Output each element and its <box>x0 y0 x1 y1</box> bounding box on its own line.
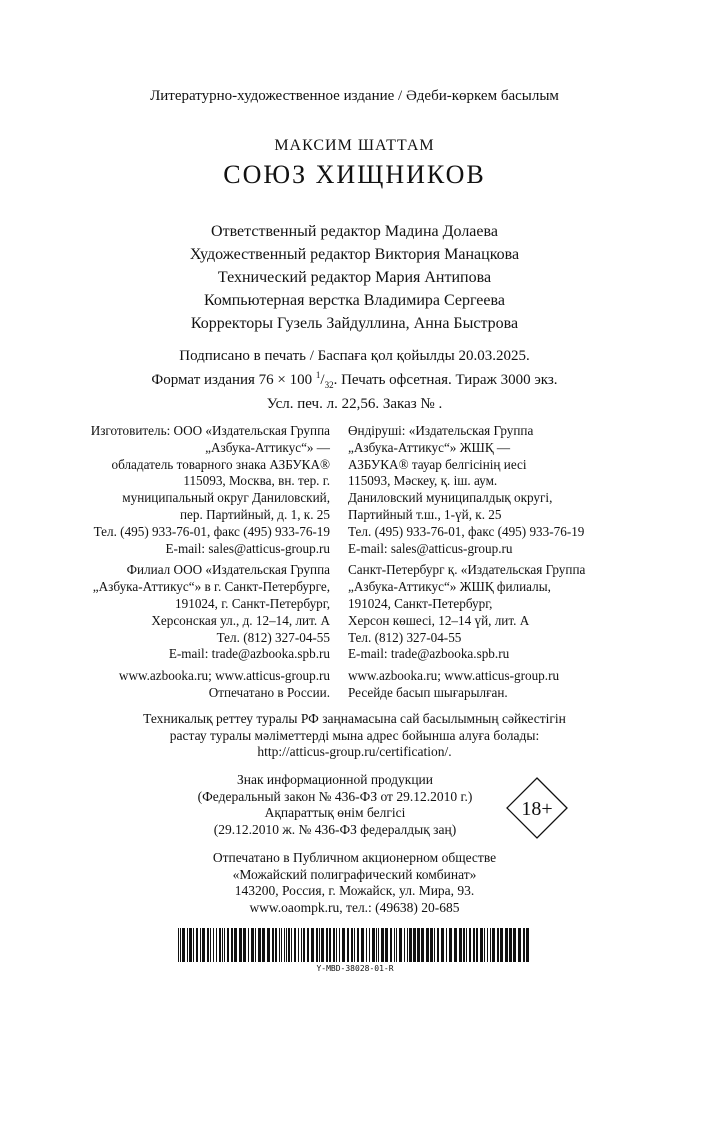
barcode-bar <box>284 928 285 962</box>
barcode-icon <box>177 928 533 962</box>
printer-line: Отпечатано в Публичном акционерном обществе <box>212 850 497 865</box>
barcode-bar <box>202 928 205 962</box>
barcode-bar <box>454 928 457 962</box>
info-sign-line: (Федеральный закон № 436-ФЗ от 29.12.2010 г.) <box>197 788 473 804</box>
barcode-bar <box>347 928 349 962</box>
barcode-bar <box>207 928 209 962</box>
barcode-bar <box>390 928 392 962</box>
manufacturer-ru-line: „Азбука-Аттикус“» — <box>205 439 330 455</box>
barcode-bar <box>404 928 405 962</box>
barcode-bar <box>279 928 280 962</box>
manufacturer-kz-line: „Азбука-Аттикус“» ЖШҚ — <box>348 439 511 455</box>
author-name: МАКСИМ ШАТТАМ <box>274 137 435 154</box>
websites-kz: www.azbooka.ru; www.atticus-group.ru <box>348 668 560 684</box>
barcode-bar <box>248 928 249 962</box>
barcode-bar <box>430 928 433 962</box>
barcode-bar <box>426 928 429 962</box>
barcode-bar <box>407 928 408 962</box>
manufacturer-kz-line: АЗБУКА® тауар белгісінің иесі <box>348 456 527 472</box>
manufacturer-ru-line: пер. Партийный, д. 1, к. 25 <box>179 506 330 522</box>
barcode-bar <box>178 928 179 962</box>
barcode-bar <box>288 928 290 962</box>
barcode-bar <box>476 928 478 962</box>
manufacturer-ru <box>91 423 330 702</box>
branch-kz-line: Санкт-Петербург қ. «Издательская Группа <box>348 562 586 578</box>
manufacturer-kz-line: Тел. (495) 933-76-01, факс (495) 933-76-19 <box>348 523 585 539</box>
manufacturer-ru-line: Изготовитель: ООО «Издательская Группа <box>90 423 330 438</box>
barcode-bar <box>409 928 412 962</box>
printer-line: «Можайский полиграфический комбинат» <box>232 866 477 882</box>
credit-line: Технический редактор Мария Антипова <box>217 269 492 286</box>
barcode-bar <box>351 928 353 962</box>
book-title: СОЮЗ ХИЩНИКОВ <box>223 160 486 189</box>
barcode-bar <box>396 928 397 962</box>
barcode-bar <box>339 928 340 962</box>
barcode-bar <box>213 928 214 962</box>
barcode-bar <box>394 928 395 962</box>
barcode-bar <box>239 928 242 962</box>
branch-kz-line: 191024, Санкт-Петербург, <box>348 595 493 611</box>
barcode-bar <box>523 928 525 962</box>
manufacturer-kz <box>348 423 585 702</box>
barcode-bar <box>459 928 462 962</box>
barcode-bar <box>378 928 379 962</box>
format-suffix: . Печать офсетная. Тираж 3000 экз. <box>333 372 558 388</box>
barcode-bar <box>466 928 467 962</box>
printed-in-kz: Ресейде басып шығарылған. <box>348 684 508 700</box>
tech-regulation-note <box>0 711 709 761</box>
branch-kz-line: Тел. (812) 327-04-55 <box>348 629 462 645</box>
barcode-bar <box>342 928 345 962</box>
barcode-bar <box>182 928 185 962</box>
barcode-bar <box>336 928 337 962</box>
info-sign-line: (29.12.2010 ж. № 436-ФЗ федералдық заң) <box>213 821 457 837</box>
printer-info <box>0 850 709 916</box>
barcode-bar <box>381 928 384 962</box>
barcode-bar <box>526 928 529 962</box>
printer-contacts: www.oaompk.ru, тел.: (49638) 20-685 <box>249 899 460 915</box>
barcode-bar <box>319 928 320 962</box>
websites-ru: www.azbooka.ru; www.atticus-group.ru <box>118 668 330 684</box>
signed-date: Подписано в печать / Баспаға қол қойылды 20.03.2025. <box>179 348 530 364</box>
barcode-bar <box>413 928 416 962</box>
tech-regulation-line: Техникалық реттеу туралы РФ заңнамасына сай басылымның сәйкестігін <box>143 711 566 726</box>
manufacturer-kz-line: Партийный т.ш., 1-үй, к. 25 <box>348 506 502 522</box>
barcode-bar <box>417 928 420 962</box>
barcode-bar <box>492 928 495 962</box>
barcode-bar <box>326 928 328 962</box>
format-line <box>0 366 709 395</box>
manufacturer-ru-line: муниципальный округ Даниловский, <box>122 490 330 506</box>
manufacturer-kz-line: Өндіруші: «Издательская Группа <box>348 423 534 438</box>
barcode-bar <box>487 928 488 962</box>
manufacturer-ru-email: E-mail: sales@atticus-group.ru <box>165 540 330 556</box>
barcode-bar <box>200 928 201 962</box>
barcode-bar <box>316 928 318 962</box>
branch-kz-line: „Азбука-Аттикус“» ЖШҚ филиалы, <box>348 579 551 595</box>
barcode-bar <box>480 928 483 962</box>
barcode-caption: Y-MBD-38028-01-R <box>316 964 394 973</box>
barcode-bar <box>321 928 324 962</box>
branch-ru-line: Тел. (812) 327-04-55 <box>216 629 330 645</box>
info-sign-line: Знак информационной продукции <box>236 772 434 787</box>
branch-kz-email: E-mail: trade@azbooka.spb.ru <box>348 646 510 662</box>
barcode-bar <box>227 928 229 962</box>
age-rating-badge <box>506 777 568 839</box>
barcode-bar <box>500 928 503 962</box>
info-product-sign <box>130 772 540 838</box>
barcode-bar <box>224 928 225 962</box>
credit-line: Художественный редактор Виктория Манацкова <box>189 246 520 263</box>
format-slash: / <box>320 372 325 388</box>
barcode-bar <box>180 928 181 962</box>
manufacturer-ru-line: обладатель товарного знака АЗБУКА® <box>111 456 330 472</box>
barcode-bar <box>234 928 237 962</box>
barcode-bar <box>267 928 270 962</box>
manufacturer-kz-line: Даниловский муниципалдық округі, <box>348 490 553 506</box>
barcode-bar <box>311 928 314 962</box>
barcode-bar <box>469 928 471 962</box>
barcode-bar <box>255 928 256 962</box>
barcode-bar <box>446 928 447 962</box>
certification-link[interactable]: http://atticus-group.ru/certification/. <box>257 744 452 760</box>
branch-ru-line: Филиал ООО «Издательская Группа <box>126 562 330 578</box>
barcode-bar <box>307 928 309 962</box>
printed-in-ru: Отпечатано в России. <box>208 684 330 700</box>
barcode-bar <box>354 928 355 962</box>
barcode-bar <box>196 928 198 962</box>
edition-type-header: Литературно-художественное издание / Әдеби-көркем басылым <box>150 88 559 104</box>
manufacturer-ru-line: 115093, Москва, вн. тер. г. <box>183 473 330 489</box>
print-info <box>0 347 709 414</box>
barcode-bar <box>258 928 261 962</box>
manufacturer-kz-line: 115093, Мәскеу, қ. іш. аум. <box>348 473 498 489</box>
barcode-bar <box>372 928 375 962</box>
credit-line: Ответственный редактор Мадина Долаева <box>211 223 498 240</box>
barcode-bar <box>298 928 299 962</box>
barcode-bar <box>369 928 370 962</box>
barcode <box>177 928 533 962</box>
barcode-bar <box>281 928 282 962</box>
printer-line: 143200, Россия, г. Можайск, ул. Мира, 93. <box>234 883 475 899</box>
branch-ru-email: E-mail: trade@azbooka.spb.ru <box>168 646 330 662</box>
barcode-bar <box>189 928 192 962</box>
barcode-bar <box>303 928 305 962</box>
barcode-bar <box>357 928 359 962</box>
format-sup: 1 <box>315 370 321 380</box>
barcode-bar <box>441 928 444 962</box>
sheets-order: Усл. печ. л. 22,56. Заказ № . <box>266 396 443 412</box>
barcode-bar <box>272 928 274 962</box>
barcode-bar <box>518 928 521 962</box>
barcode-bar <box>231 928 233 962</box>
barcode-bar <box>222 928 223 962</box>
barcode-bar <box>497 928 499 962</box>
barcode-bar <box>275 928 277 962</box>
branch-ru-line: 191024, г. Санкт-Петербург, <box>175 595 330 611</box>
manufacturer-ru-line: Тел. (495) 933-76-01, факс (495) 933-76-19 <box>93 523 330 539</box>
barcode-bar <box>219 928 221 962</box>
age-rating-text: 18+ <box>521 798 553 820</box>
barcode-bar <box>513 928 516 962</box>
barcode-bar <box>366 928 367 962</box>
barcode-bar <box>210 928 211 962</box>
barcode-bar <box>262 928 265 962</box>
format-sub: 32 <box>324 380 334 390</box>
branch-ru-line: „Азбука-Аттикус“» в г. Санкт-Петербурге, <box>92 579 330 595</box>
barcode-bar <box>376 928 377 962</box>
barcode-bar <box>333 928 335 962</box>
barcode-bar <box>463 928 465 962</box>
barcode-bar <box>421 928 424 962</box>
age-rating-diamond-icon <box>506 777 568 839</box>
barcode-bar <box>490 928 491 962</box>
barcode-bar <box>193 928 194 962</box>
barcode-bar <box>301 928 302 962</box>
branch-ru-line: Херсонская ул., д. 12–14, лит. А <box>151 612 330 628</box>
barcode-bar <box>484 928 485 962</box>
barcode-bar <box>449 928 452 962</box>
barcode-bar <box>216 928 217 962</box>
barcode-bar <box>505 928 508 962</box>
barcode-bar <box>399 928 402 962</box>
barcode-bar <box>286 928 287 962</box>
barcode-bar <box>251 928 254 962</box>
branch-kz-line: Херсон көшесі, 12–14 үй, лит. А <box>348 612 530 628</box>
barcode-bar <box>291 928 292 962</box>
credits-block <box>0 220 709 335</box>
tech-regulation-line: растау туралы мәліметтерді мына адрес бойынша алуға болады: <box>169 727 540 743</box>
barcode-bar <box>361 928 364 962</box>
format-prefix: Формат издания 76 × 100 <box>151 372 316 388</box>
barcode-bar <box>294 928 296 962</box>
barcode-bar <box>437 928 439 962</box>
credit-line: Компьютерная верстка Владимира Сергеева <box>204 292 505 309</box>
info-sign-line: Ақпараттық өнім белгісі <box>264 805 406 821</box>
barcode-bar <box>509 928 512 962</box>
barcode-bar <box>329 928 331 962</box>
barcode-bar <box>473 928 475 962</box>
barcode-bar <box>243 928 246 962</box>
manufacturer-kz-email: E-mail: sales@atticus-group.ru <box>348 540 513 556</box>
barcode-bar <box>385 928 388 962</box>
barcode-bar <box>434 928 435 962</box>
credit-line: Корректоры Гузель Зайдуллина, Анна Быстрова <box>190 315 519 332</box>
barcode-bar <box>187 928 188 962</box>
